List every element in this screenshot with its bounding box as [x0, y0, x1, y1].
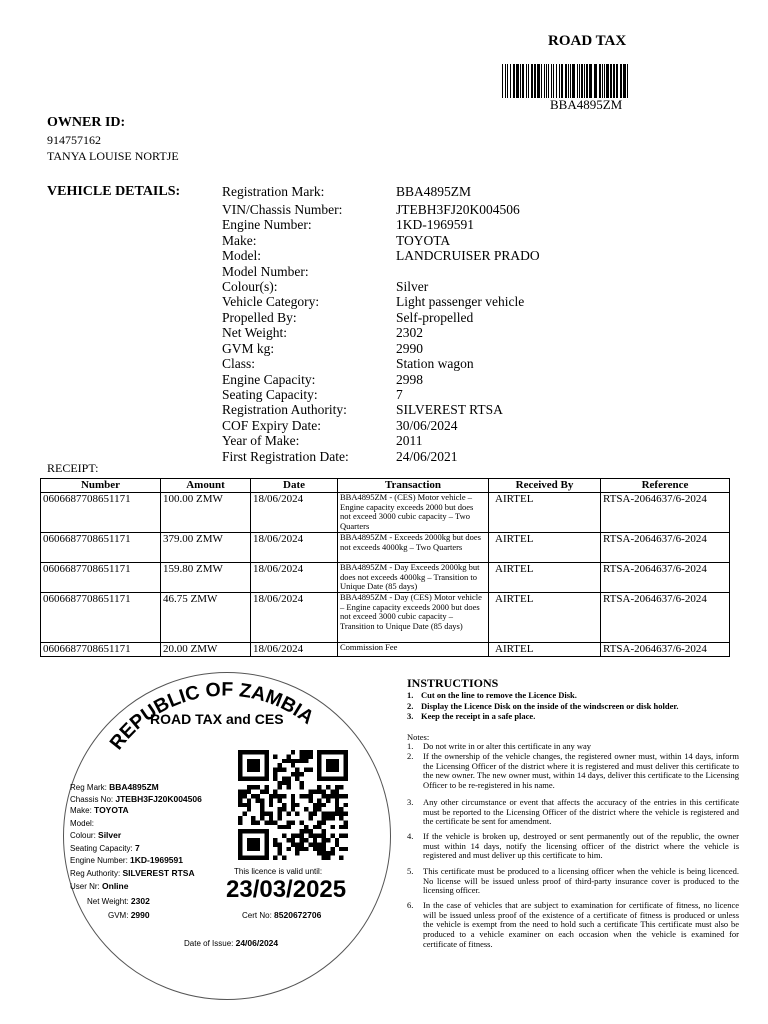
cell-date: 18/06/2024 [251, 563, 338, 593]
field-value: TOYOTA [396, 233, 451, 248]
field-value: Light passenger vehicle [396, 294, 525, 309]
cell-amount: 379.00 ZMW [161, 533, 251, 563]
note-text: In the case of vehicles that are subject to examination for certificate of fitness, no licence will be issued unless proof of the existence of a certificate of fitness is produced or unless the vehicle is exempt from the need to hold such a certificate This certificate must also be produced to a vehicle examiner on each occasion when the vehicle is examined for certificate of fitness. [423, 900, 739, 949]
label: Make: [70, 806, 92, 815]
note-text: If the ownership of the vehicle changes, the registered owner must, within 14 days, inform the Licensing Officer of the district where it is registered and must deliver this certificate to the new owner. The new owner must, within 14 days, deliver this certificate to the Licensing Officer to be re-registered in his name. [423, 751, 739, 791]
owner-id: 914757162 [47, 133, 101, 147]
cell-date: 18/06/2024 [251, 643, 338, 657]
disk-reg-mark [70, 782, 159, 792]
cell-received-by: AIRTEL [489, 593, 601, 643]
field-value: LANDCRUISER PRADO [396, 248, 540, 263]
field-value: 2990 [396, 341, 423, 356]
field-value: JTEBH3FJ20K004506 [396, 202, 520, 217]
field-label: COF Expiry Date: [222, 418, 321, 433]
disk-net-weight [87, 896, 150, 906]
item-text: Cut on the line to remove the Licence Disk. [421, 690, 577, 700]
note-number: 3. [407, 797, 414, 807]
note-item [407, 752, 739, 791]
cell-amount: 100.00 ZMW [161, 493, 251, 533]
label: Model: [70, 819, 95, 828]
cell-date: 18/06/2024 [251, 593, 338, 643]
label: Reg Authority: [70, 869, 121, 878]
column-header: Transaction [338, 479, 489, 493]
note-item [407, 901, 739, 950]
document-title: ROAD TAX [548, 33, 627, 49]
cell-date: 18/06/2024 [251, 493, 338, 533]
instruction-item [407, 701, 678, 712]
valid-until-label: This licence is valid until: [234, 867, 323, 876]
cell-transaction: Commission Fee [338, 643, 489, 657]
arc-title-text: REPUBLIC OF ZAMBIA [105, 678, 318, 754]
value: 2302 [130, 896, 150, 906]
field-value: 2998 [396, 372, 423, 387]
receipt-heading: RECEIPT: [47, 461, 99, 475]
field-value: 1KD-1969591 [396, 217, 474, 232]
field-label: Registration Mark: [222, 184, 325, 199]
cell-number: 0606687708651171 [41, 643, 161, 657]
disk-user [70, 881, 128, 891]
field-label: Year of Make: [222, 433, 300, 448]
note-text: If the vehicle is broken up, destroyed or sent permanently out of the republic, the owner must within 14 days, notify the licensing officer of the district where the vehicle is registered and must deliver up this certificate to him. [423, 831, 739, 861]
label: Colour: [70, 831, 96, 840]
label: Reg Mark: [70, 783, 107, 792]
cell-amount: 46.75 ZMW [161, 593, 251, 643]
cell-received-by: AIRTEL [489, 493, 601, 533]
field-value: 2302 [396, 325, 423, 340]
field-label: Class: [222, 356, 256, 371]
value: Silver [98, 830, 122, 840]
field-label: VIN/Chassis Number: [222, 202, 343, 217]
disk-seating [70, 843, 140, 853]
cell-received-by: AIRTEL [489, 563, 601, 593]
field-label: Engine Number: [222, 217, 312, 232]
instruction-item [407, 690, 577, 701]
notes-heading: Notes: [407, 732, 430, 742]
barcode-number: BBA4895ZM [550, 97, 623, 112]
table-row [41, 533, 730, 563]
cell-number: 0606687708651171 [41, 563, 161, 593]
note-item [407, 832, 739, 861]
valid-until-date: 23/03/2025 [226, 876, 347, 903]
table-row [41, 643, 730, 657]
value: 2990 [130, 910, 150, 920]
field-label: Make: [222, 233, 257, 248]
cell-number: 0606687708651171 [41, 593, 161, 643]
value: SILVEREST RTSA [122, 868, 195, 878]
field-label: First Registration Date: [222, 449, 349, 464]
table-row [41, 493, 730, 533]
note-item [407, 867, 739, 896]
instruction-item [407, 711, 535, 722]
column-header: Amount [161, 479, 251, 493]
note-number: 6. [407, 900, 414, 910]
table-row [41, 593, 730, 643]
column-header: Reference [601, 479, 730, 493]
field-value: 7 [396, 387, 403, 402]
disk-engine [70, 855, 183, 865]
disk-make [70, 805, 129, 815]
column-header: Received By [489, 479, 601, 493]
cell-date: 18/06/2024 [251, 533, 338, 563]
qr-code-icon [238, 750, 348, 860]
note-number: 5. [407, 866, 414, 876]
disk-colour [70, 830, 121, 840]
disk-authority [70, 868, 195, 878]
note-item [407, 798, 739, 827]
value: BBA4895ZM [109, 782, 159, 792]
disk-subtitle: ROAD TAX and CES [150, 711, 284, 727]
label: GVM: [108, 911, 129, 920]
cell-number: 0606687708651171 [41, 493, 161, 533]
field-label: Seating Capacity: [222, 387, 318, 402]
cell-amount: 159.80 ZMW [161, 563, 251, 593]
cell-received-by: AIRTEL [489, 643, 601, 657]
field-value: Self-propelled [396, 310, 474, 325]
field-label: Vehicle Category: [222, 294, 320, 309]
label: User Nr: [70, 882, 100, 891]
cell-transaction: BBA4895ZM - Day (CES) Motor vehicle – Engine capacity exceeds 2000 but does not exceed 3000 cubic capacity – Transition to Unique Date (85 days) [338, 593, 489, 643]
cell-amount: 20.00 ZMW [161, 643, 251, 657]
label: Net Weight: [87, 897, 129, 906]
field-label: Net Weight: [222, 325, 288, 340]
item-number: 2. [407, 701, 414, 711]
cell-transaction: BBA4895ZM - Exceeds 2000kg but does not exceeds 4000kg – Two Quarters [338, 533, 489, 563]
cell-number: 0606687708651171 [41, 533, 161, 563]
value: TOYOTA [94, 805, 129, 815]
cell-reference: RTSA-2064637/6-2024 [601, 563, 730, 593]
table-row [41, 563, 730, 593]
value: Online [102, 881, 129, 891]
field-label: Registration Authority: [222, 402, 347, 417]
cell-reference: RTSA-2064637/6-2024 [601, 533, 730, 563]
field-label: Model Number: [222, 264, 309, 279]
item-number: 1. [407, 690, 414, 700]
field-label: Model: [222, 248, 261, 263]
item-number: 3. [407, 711, 414, 721]
note-text: This certificate must be produced to a licensing officer when the vehicle is being licenced. No license will be issued unless proof of third-party insurance cover is produced to the licensing officer. [423, 866, 739, 896]
cell-received-by: AIRTEL [489, 533, 601, 563]
field-value: Silver [396, 279, 429, 294]
label: Chassis No: [70, 795, 114, 804]
disk-gvm [108, 910, 150, 920]
note-text: Do not write in or alter this certificate in any way [423, 741, 592, 751]
field-label: Engine Capacity: [222, 372, 316, 387]
cell-reference: RTSA-2064637/6-2024 [601, 493, 730, 533]
field-label: Propelled By: [222, 310, 297, 325]
receipt-table [40, 478, 730, 657]
column-header: Date [251, 479, 338, 493]
barcode-icon [502, 64, 630, 98]
cell-reference: RTSA-2064637/6-2024 [601, 643, 730, 657]
cell-transaction: BBA4895ZM - Day Exceeds 2000kg but does not exceeds 4000kg – Transition to Unique Date (85 days) [338, 563, 489, 593]
field-value: BBA4895ZM [396, 184, 472, 199]
value: 1KD-1969591 [130, 855, 183, 865]
item-text: Keep the receipt in a safe place. [421, 711, 536, 721]
item-text: Display the Licence Disk on the inside of the windscreen or disk holder. [421, 701, 679, 711]
field-label: GVM kg: [222, 341, 275, 356]
field-value: 24/06/2021 [396, 449, 458, 464]
cell-reference: RTSA-2064637/6-2024 [601, 593, 730, 643]
note-text: Any other circumstance or event that affects the accuracy of the entries in this certificate must be reported to the Licensing Officer of the district where the vehicle is registered and the certificate be sent for amendment. [423, 797, 739, 827]
field-value: Station wagon [396, 356, 474, 371]
instructions-heading: INSTRUCTIONS [407, 676, 499, 690]
vehicle-details-heading: VEHICLE DETAILS: [47, 184, 181, 199]
value: 24/06/2024 [235, 938, 279, 948]
note-number: 4. [407, 831, 414, 841]
owner-name: TANYA LOUISE NORTJE [47, 149, 179, 163]
note-number: 1. [407, 741, 414, 751]
label: Engine Number: [70, 856, 128, 865]
column-header: Number [41, 479, 161, 493]
value: 7 [134, 843, 140, 853]
value: 8520672706 [274, 910, 322, 920]
disk-model [70, 818, 94, 828]
owner-heading: OWNER ID: [47, 115, 126, 130]
note-number: 2. [407, 751, 414, 761]
table-header-row [41, 479, 730, 493]
disk-cert-no [242, 910, 321, 920]
label: Cert No: [242, 911, 272, 920]
value: JTEBH3FJ20K004506 [115, 794, 202, 804]
cell-transaction: BBA4895ZM - (CES) Motor vehicle – Engine capacity exceeds 2000 but does not exceed 3000 cubic capacity – Two Quarters [338, 493, 489, 533]
field-value: 30/06/2024 [396, 418, 458, 433]
field-value: SILVEREST RTSA [396, 402, 503, 417]
field-label: Colour(s): [222, 279, 278, 294]
field-value: 2011 [396, 433, 423, 448]
disk-issue-date [184, 938, 278, 948]
label: Seating Capacity: [70, 844, 133, 853]
label: Date of Issue: [184, 939, 234, 948]
disk-chassis [70, 794, 202, 804]
